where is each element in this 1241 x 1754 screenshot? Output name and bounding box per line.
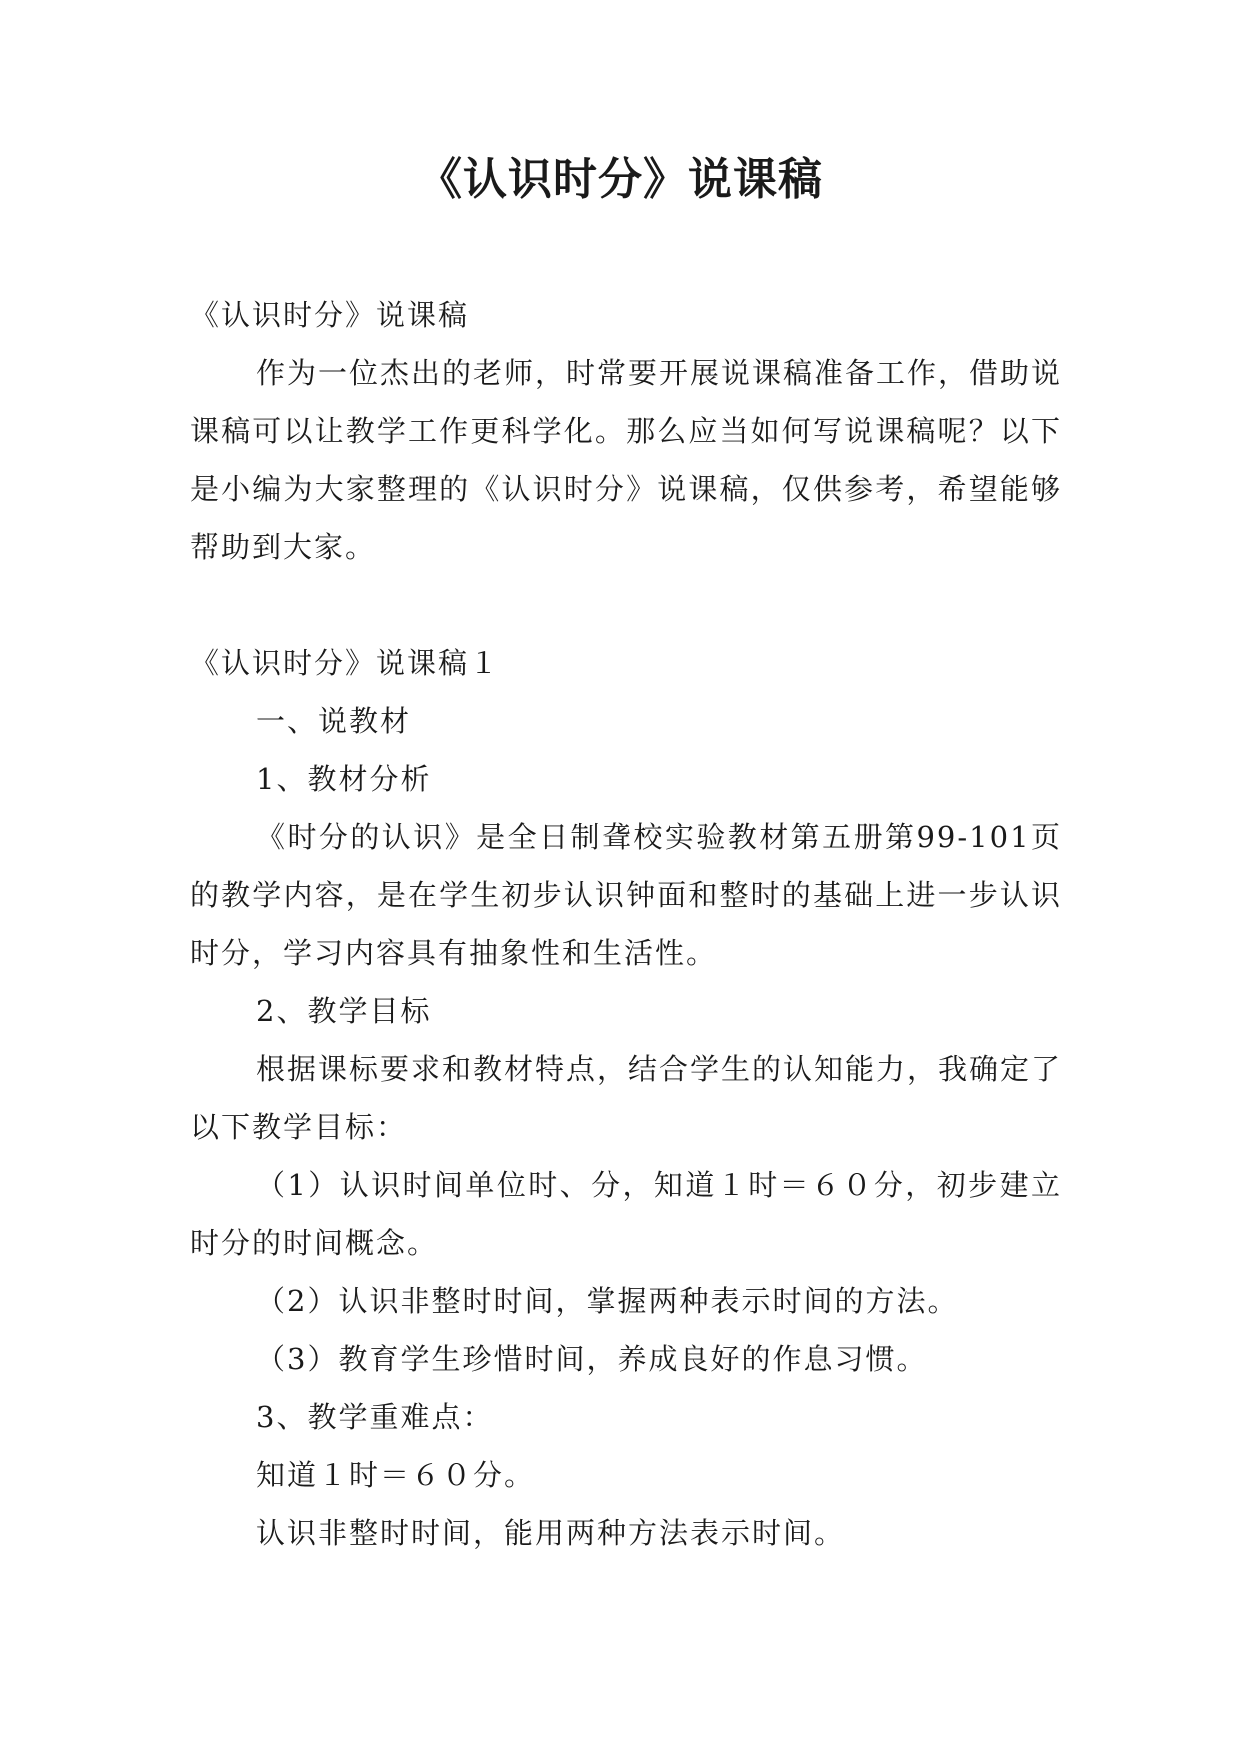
- goal-item-1: （1）认识时间单位时、分，知道１时＝６０分，初步建立时分的时间概念。: [190, 1168, 1062, 1260]
- item-heading-analysis: 1、教材分析: [256, 762, 432, 796]
- item-heading-goals: 2、教学目标: [256, 994, 432, 1028]
- item-heading-key-points: 3、教学重难点：: [256, 1400, 494, 1434]
- paragraph-gap: [190, 576, 1062, 634]
- analysis-paragraph: 《时分的认识》是全日制聋校实验教材第五册第99-101页的教学内容，是在学生初步认识钟面和整时的基础上进一步认识时分，学习内容具有抽象性和生活性。: [190, 820, 1062, 970]
- document-body: [190, 286, 1062, 1562]
- document-title: 《认识时分》说课稿: [418, 154, 823, 205]
- intro-paragraph: 作为一位杰出的老师，时常要开展说课稿准备工作，借助说课稿可以让教学工作更科学化。那么应当如何写说课稿呢？以下是小编为大家整理的《认识时分》说课稿，仅供参考，希望能够帮助到大家。: [190, 356, 1063, 564]
- goal-item-2: （2）认识非整时时间，掌握两种表示时间的方法。: [256, 1284, 959, 1318]
- document-subtitle: 《认识时分》说课稿: [190, 298, 470, 332]
- section-title: 《认识时分》说课稿１: [190, 646, 501, 680]
- part-heading-textbook: 一、说教材: [256, 704, 412, 738]
- key-point-1: 知道１时＝６０分。: [256, 1458, 536, 1492]
- goals-paragraph: 根据课标要求和教材特点，结合学生的认知能力，我确定了以下教学目标：: [190, 1052, 1063, 1144]
- key-point-2: 认识非整时时间，能用两种方法表示时间。: [256, 1516, 846, 1550]
- goal-item-3: （3）教育学生珍惜时间，养成良好的作息习惯。: [256, 1342, 928, 1376]
